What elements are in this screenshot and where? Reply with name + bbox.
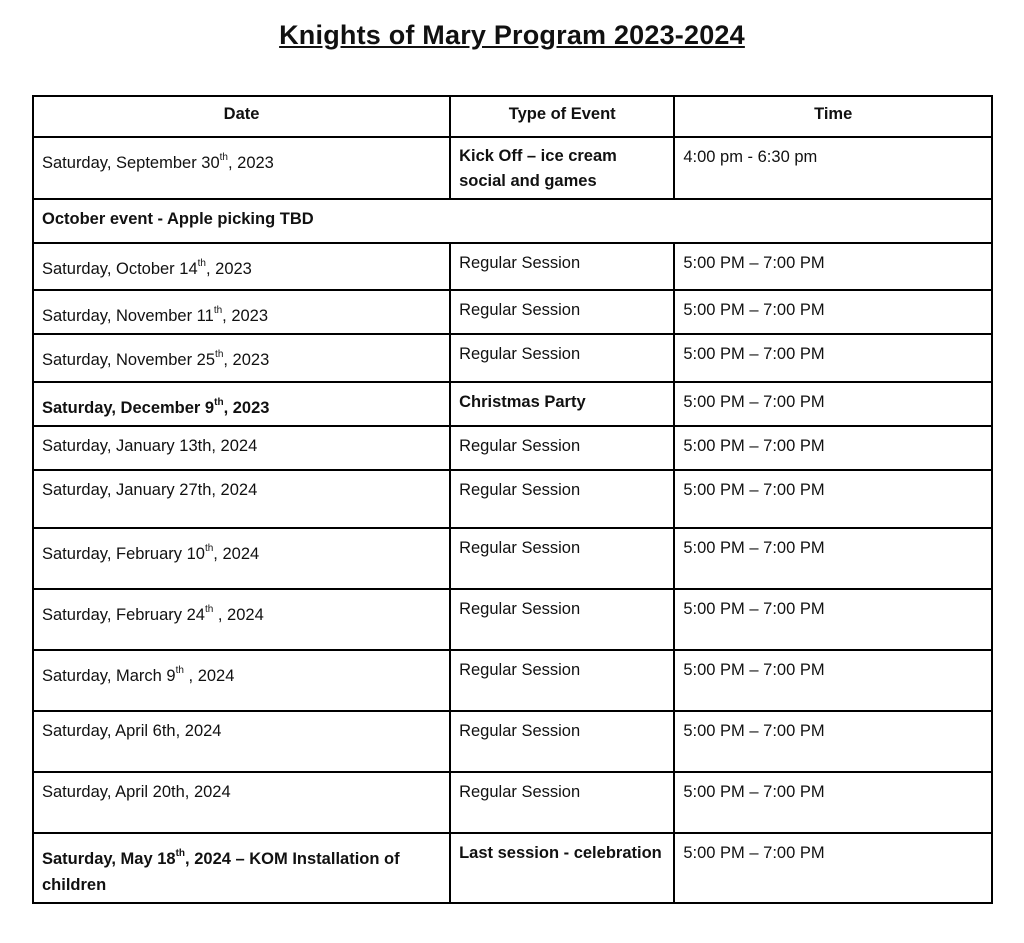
- time-cell: 5:00 PM – 7:00 PM: [674, 589, 992, 650]
- table-row: [33, 243, 992, 290]
- time-cell: 5:00 PM – 7:00 PM: [674, 470, 992, 528]
- event-cell: Regular Session: [450, 243, 674, 290]
- date-ordinal: th: [215, 348, 224, 360]
- time-cell: 5:00 PM – 7:00 PM: [674, 711, 992, 772]
- date-year: , 2023: [227, 154, 274, 172]
- date-year: , 2023: [223, 399, 270, 417]
- date-year: , 2023: [223, 351, 270, 369]
- date-text: Saturday, March 9: [42, 667, 176, 685]
- date-text: Saturday, May 18: [42, 850, 176, 868]
- event-cell: Regular Session: [450, 528, 674, 589]
- time-cell: 5:00 PM – 7:00 PM: [674, 772, 992, 833]
- header-time: Time: [674, 96, 992, 137]
- table-row: [33, 650, 992, 711]
- schedule-rows: [33, 243, 992, 903]
- table-row: [33, 589, 992, 650]
- date-text: Saturday, December 9: [42, 399, 215, 417]
- date-text: Saturday, October 14: [42, 260, 198, 278]
- date-cell: [33, 426, 450, 470]
- date-text: Saturday, February 24: [42, 606, 205, 624]
- date-cell: [33, 772, 450, 833]
- date-text: Saturday, November 11: [42, 307, 214, 325]
- table-row: [33, 772, 992, 833]
- date-cell: [33, 137, 450, 199]
- date-text: Saturday, April 20th, 2024: [42, 783, 231, 801]
- event-cell: Kick Off – ice cream social and games: [450, 137, 674, 199]
- table-row: [33, 382, 992, 426]
- time-cell: 4:00 pm - 6:30 pm: [674, 137, 992, 199]
- date-ordinal: th: [219, 151, 228, 163]
- table-row: [33, 833, 992, 903]
- date-year: , 2024: [213, 545, 260, 563]
- event-cell: Regular Session: [450, 334, 674, 382]
- event-cell: Regular Session: [450, 470, 674, 528]
- event-cell: Regular Session: [450, 772, 674, 833]
- header-date: Date: [33, 96, 450, 137]
- date-ordinal: th: [214, 396, 224, 408]
- page-title: Knights of Mary Program 2023-2024: [279, 20, 745, 50]
- date-cell: [33, 243, 450, 290]
- date-text: Saturday, November 25: [42, 351, 216, 369]
- date-year: , 2023: [222, 307, 269, 325]
- table-row: [33, 711, 992, 772]
- date-text: Saturday, January 13th, 2024: [42, 437, 258, 455]
- date-cell: [33, 290, 450, 334]
- date-cell: [33, 528, 450, 589]
- date-year: , 2024: [213, 606, 264, 624]
- time-cell: 5:00 PM – 7:00 PM: [674, 334, 992, 382]
- date-text: Saturday, February 10: [42, 545, 205, 563]
- date-ordinal: th: [175, 847, 186, 859]
- date-cell: [33, 382, 450, 426]
- header-type: Type of Event: [450, 96, 674, 137]
- time-cell: 5:00 PM – 7:00 PM: [674, 426, 992, 470]
- time-cell: 5:00 PM – 7:00 PM: [674, 290, 992, 334]
- event-cell: Regular Session: [450, 290, 674, 334]
- table-row: [33, 199, 992, 243]
- date-ordinal: th: [204, 542, 214, 554]
- time-cell: 5:00 PM – 7:00 PM: [674, 650, 992, 711]
- time-cell: 5:00 PM – 7:00 PM: [674, 243, 992, 290]
- date-text: Saturday, January 27th, 2024: [42, 481, 258, 499]
- event-cell: Regular Session: [450, 650, 674, 711]
- time-cell: 5:00 PM – 7:00 PM: [674, 528, 992, 589]
- date-cell: [33, 470, 450, 528]
- date-cell: [33, 589, 450, 650]
- table-header-row: [33, 96, 992, 137]
- date-ordinal: th: [204, 603, 214, 615]
- date-text: Saturday, September 30: [42, 154, 220, 172]
- table-row: [33, 290, 992, 334]
- october-event-note: October event - Apple picking TBD: [33, 199, 992, 243]
- event-cell: Regular Session: [450, 589, 674, 650]
- date-ordinal: th: [175, 664, 184, 676]
- date-year: , 2023: [205, 260, 252, 278]
- table-row: [33, 470, 992, 528]
- time-cell: 5:00 PM – 7:00 PM: [674, 833, 992, 903]
- date-cell: [33, 711, 450, 772]
- event-cell: Regular Session: [450, 426, 674, 470]
- time-cell: 5:00 PM – 7:00 PM: [674, 382, 992, 426]
- date-cell: [33, 650, 450, 711]
- date-year: , 2024: [183, 667, 235, 685]
- table-row: [33, 426, 992, 470]
- event-cell: Last session - celebration: [450, 833, 674, 903]
- date-cell: [33, 833, 450, 903]
- event-cell: Regular Session: [450, 711, 674, 772]
- date-ordinal: th: [197, 257, 206, 269]
- date-cell: [33, 334, 450, 382]
- program-table: [32, 95, 993, 904]
- date-ordinal: th: [213, 304, 223, 316]
- date-text: Saturday, April 6th, 2024: [42, 722, 222, 740]
- table-row: [33, 334, 992, 382]
- event-cell: Christmas Party: [450, 382, 674, 426]
- table-row: [33, 137, 992, 199]
- table-row: [33, 528, 992, 589]
- date-year: , 2024 – KOM Installation of children: [42, 850, 400, 894]
